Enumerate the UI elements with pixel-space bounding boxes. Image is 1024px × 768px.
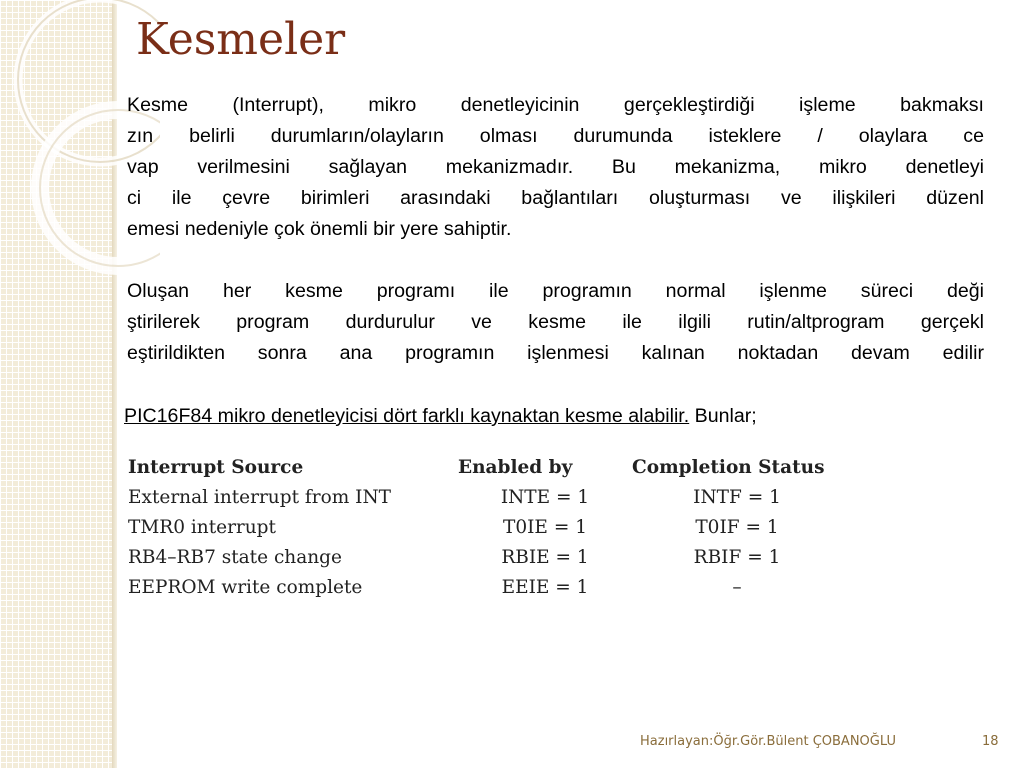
header-completion-status: Completion Status: [632, 456, 825, 478]
table-cell: RB4–RB7 state change: [128, 546, 342, 568]
paragraph-line: vap verilmesini sağlayan mekanizmadır. Bu mekanizma, mikro denetleyi: [127, 156, 984, 178]
interrupt-table: [128, 452, 842, 602]
paragraph-line: ci ile çevre birimleri arasındaki bağlantıları oluşturması ve ilişkileri düzenl: [127, 187, 984, 209]
table-row: [128, 512, 842, 542]
table-cell: EEPROM write complete: [128, 576, 363, 598]
table-cell: –: [732, 576, 742, 598]
paragraph-interrupt-definition: [127, 90, 984, 245]
table-cell: EEIE = 1: [501, 576, 589, 598]
table-header-row: [128, 452, 842, 482]
pic-underlined-text: PIC16F84 mikro denetleyicisi dört farklı kaynaktan kesme alabilir.: [124, 405, 690, 427]
pic-sources-sentence: [124, 401, 757, 432]
table-cell: T0IE = 1: [503, 516, 587, 538]
table-row: [128, 572, 842, 602]
header-enabled-by: Enabled by: [458, 456, 573, 478]
table-cell: TMR0 interrupt: [128, 516, 276, 538]
footer-author: Hazırlayan:Öğr.Gör.Bülent ÇOBANOĞLU: [640, 734, 896, 749]
slide-title: Kesmeler: [136, 14, 346, 65]
paragraph-line: zın belirli durumların/olayların olması durumunda isteklere / olaylara ce: [127, 125, 984, 147]
paragraph-line: eştirildikten sonra ana programın işlenmesi kalınan noktadan devam edilir: [127, 342, 984, 364]
table-cell: T0IF = 1: [695, 516, 779, 538]
table-row: [128, 542, 842, 572]
table-cell: INTE = 1: [500, 486, 590, 508]
pic-rest-text: Bunlar;: [689, 405, 757, 427]
table-cell: INTF = 1: [693, 486, 781, 508]
table-cell: RBIE = 1: [501, 546, 589, 568]
page-number: 18: [982, 734, 999, 749]
paragraph-line: Oluşan her kesme programı ile programın normal işlenme süreci deği: [127, 280, 984, 302]
header-interrupt-source: Interrupt Source: [128, 456, 304, 478]
table-cell: External interrupt from INT: [128, 486, 391, 508]
table-cell: RBIF = 1: [693, 546, 781, 568]
table-row: [128, 482, 842, 512]
paragraph-line: ştirilerek program durdurulur ve kesme ile ilgili rutin/altprogram gerçekl: [127, 311, 984, 333]
paragraph-interrupt-process: [127, 276, 984, 369]
paragraph-line: emesi nedeniyle çok önemli bir yere sahiptir.: [127, 218, 512, 240]
paragraph-line: Kesme (Interrupt), mikro denetleyicinin gerçekleştirdiği işleme bakmaksı: [127, 94, 984, 116]
